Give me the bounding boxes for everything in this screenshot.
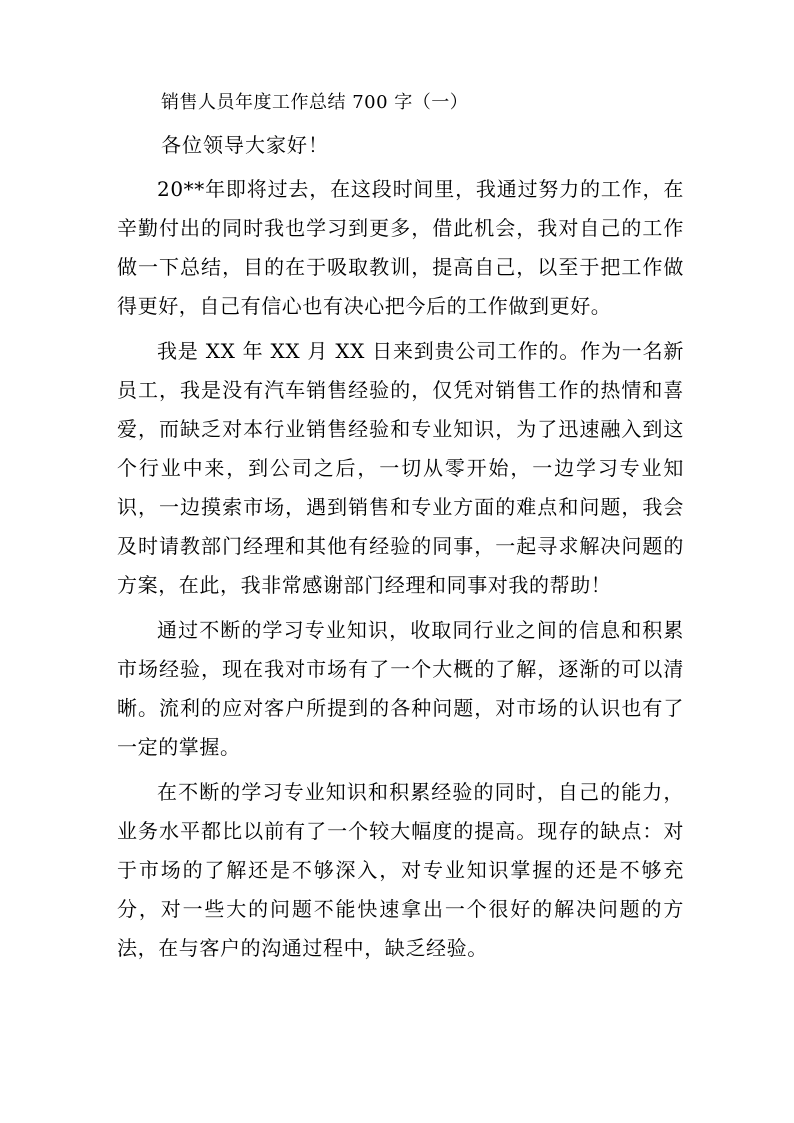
greeting-line: 各位领导大家好！ <box>161 133 329 157</box>
document-body <box>117 92 684 968</box>
paragraph-1: 20**年即将过去，在这段时间里，我通过努力的工作，在辛勤付出的同时我也学习到更多，借此机会，我对自己的工作做一下总结，目的在于吸取教训，提高自己，以至于把工作做得更好，自己有信心也有决心把今后的工作做到更好。 <box>117 177 684 318</box>
paragraph-2: 我是 XX 年 XX 月 XX 日来到贵公司工作的。作为一名新员工，我是没有汽车销售经验的，仅凭对销售工作的热情和喜爱，而缺乏对本行业销售经验和专业知识，为了迅速融入到这个行业中来，到公司之后，一切从零开始，一边学习专业知识，一边摸索市场，遇到销售和专业方面的难点和问题，我会及时请教部门经理和其他有经验的同事，一起寻求解决问题的方案，在此，我非常感谢部门经理和同事对我的帮助！ <box>117 339 684 597</box>
document-title: 销售人员年度工作总结 700 字（一） <box>161 92 469 113</box>
paragraph-3: 通过不断的学习专业知识，收取同行业之间的信息和积累市场经验，现在我对市场有了一个大概的了解，逐渐的可以清晰。流利的应对客户所提到的各种问题，对市场的认识也有了一定的掌握。 <box>117 618 684 759</box>
paragraph-4: 在不断的学习专业知识和积累经验的同时，自己的能力，业务水平都比以前有了一个较大幅度的提高。现存的缺点：对于市场的了解还是不够深入，对专业知识掌握的还是不够充分，对一些大的问题不能快速拿出一个很好的解决问题的方法，在与客户的沟通过程中，缺乏经验。 <box>117 780 684 960</box>
